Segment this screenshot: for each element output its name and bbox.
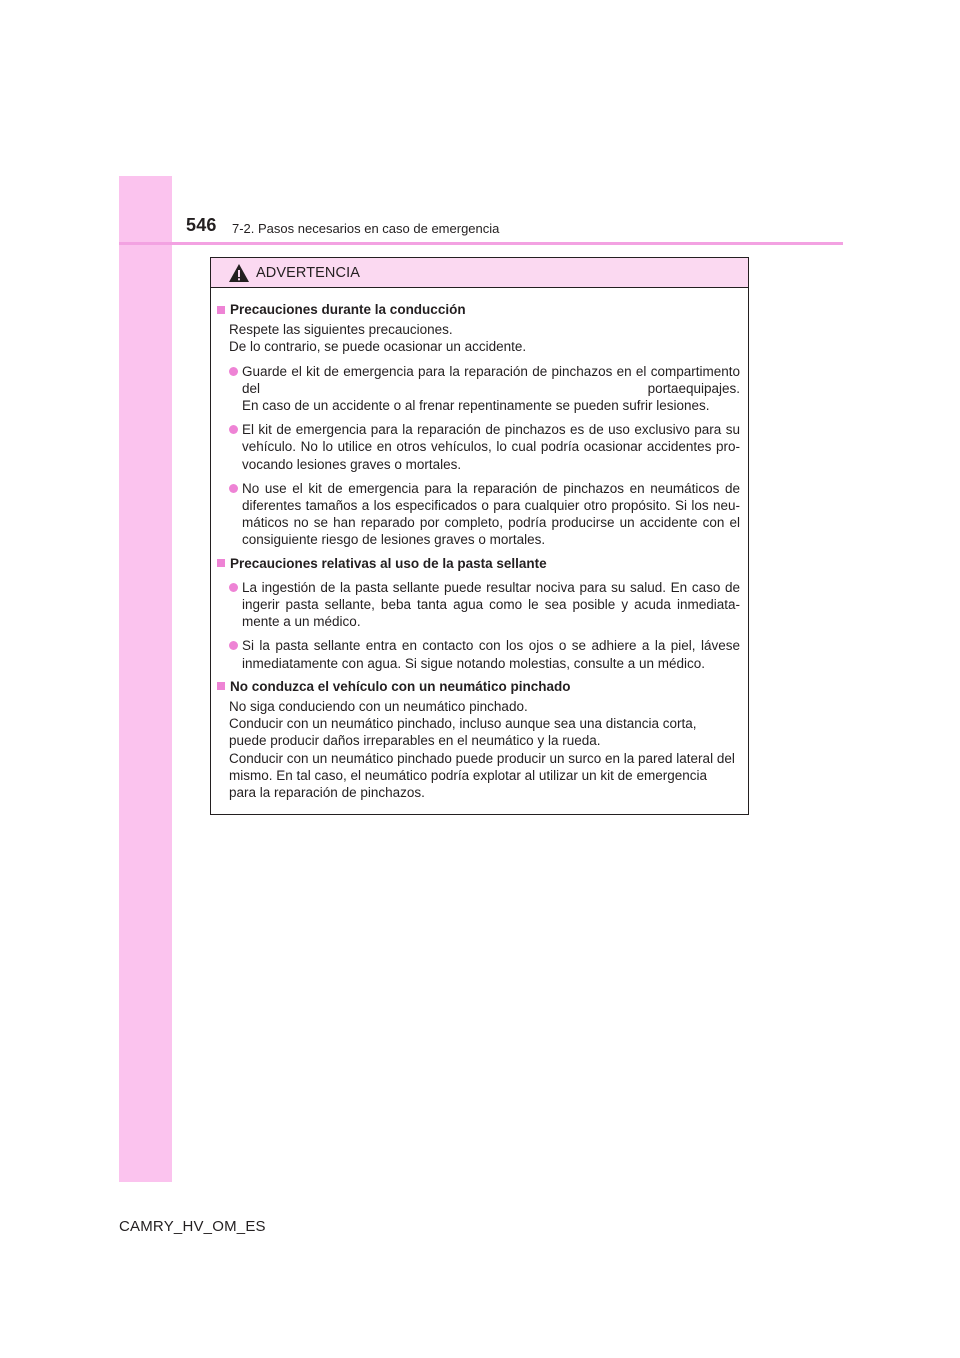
item-line: consiguiente riesgo de lesiones graves o mortales. xyxy=(242,532,546,548)
warning-box xyxy=(210,257,749,815)
circle-bullet-icon xyxy=(229,641,238,650)
intro-line: Conducir con un neumático pinchado, incluso aunque sea una distancia corta, xyxy=(229,716,697,732)
section-heading xyxy=(217,678,740,695)
list-item-text xyxy=(242,421,740,473)
list-item xyxy=(229,480,740,549)
warning-header xyxy=(211,258,748,288)
intro-line: Respete las siguientes precauciones. xyxy=(229,322,453,338)
item-line: ingerir pasta sellante, beba tanta agua como le sea posible y acuda inmediata- xyxy=(242,597,740,613)
item-line: Guarde el kit de emergencia para la reparación de pinchazos en el compartimento xyxy=(242,363,740,379)
circle-bullet-icon xyxy=(229,367,238,376)
item-line: del portaequipajes. xyxy=(242,380,740,396)
intro-line: Conducir con un neumático pinchado puede producir un surco en la pared lateral del xyxy=(229,750,735,766)
footer-code: CAMRY_HV_OM_ES xyxy=(119,1218,266,1235)
section-intro xyxy=(229,321,740,355)
list-item xyxy=(229,637,740,671)
item-line: inmediatamente con agua. Si sigue notando molestias, consulte a un médico. xyxy=(242,655,706,671)
item-line: vocando lesiones graves o mortales. xyxy=(242,456,462,472)
side-tab xyxy=(119,176,172,1182)
header-rule xyxy=(119,242,843,245)
circle-bullet-icon xyxy=(229,425,238,434)
section-heading-text: No conduzca el vehículo con un neumático pinchado xyxy=(230,678,571,694)
item-line: máticos no se han reparado por completo, podría producirse un accidente con el xyxy=(242,515,740,531)
intro-line: para la reparación de pinchazos. xyxy=(229,785,425,801)
square-bullet-icon xyxy=(217,682,225,690)
item-line: Si la pasta sellante entra en contacto con los ojos o se adhiere a la piel, lávese xyxy=(242,638,740,654)
warning-section xyxy=(217,678,740,801)
intro-line: No siga conduciendo con un neumático pinchado. xyxy=(229,699,528,715)
page-number: 546 xyxy=(186,215,217,235)
section-heading xyxy=(217,301,740,318)
warning-triangle-icon xyxy=(228,263,250,283)
section-heading-text: Precauciones relativas al uso de la pasta sellante xyxy=(230,555,547,571)
item-line: No use el kit de emergencia para la reparación de pinchazos en neumáticos de xyxy=(242,480,740,496)
warning-body xyxy=(211,288,748,801)
list-item xyxy=(229,579,740,631)
section-heading xyxy=(217,555,740,572)
list-item-text xyxy=(242,363,740,415)
item-line: El kit de emergencia para la reparación de pinchazos es de uso exclusivo para su xyxy=(242,422,740,438)
intro-line: puede producir daños irreparables en el neumático y la rueda. xyxy=(229,733,601,749)
square-bullet-icon xyxy=(217,306,225,314)
circle-bullet-icon xyxy=(229,583,238,592)
warning-section xyxy=(217,555,740,672)
list-item-text xyxy=(242,637,740,671)
intro-line: De lo contrario, se puede ocasionar un accidente. xyxy=(229,339,527,355)
item-line: vehículo. No lo utilice en otros vehículos, lo cual podría ocasionar accidentes pro- xyxy=(242,439,740,455)
section-intro xyxy=(229,698,740,801)
section-title: 7-2. Pasos necesarios en caso de emergencia xyxy=(232,221,500,236)
intro-line: mismo. En tal caso, el neumático podría explotar al utilizar un kit de emergencia xyxy=(229,767,707,783)
list-item-text xyxy=(242,480,740,549)
item-line: mente a un médico. xyxy=(242,614,361,630)
section-heading-text: Precauciones durante la conducción xyxy=(230,302,466,317)
circle-bullet-icon xyxy=(229,484,238,493)
warning-section xyxy=(217,301,740,549)
item-line: diferentes tamaños a los especificados o para cualquier otro propósito. Si los neu- xyxy=(242,498,740,514)
square-bullet-icon xyxy=(217,559,225,567)
list-item-text xyxy=(242,579,740,631)
list-item xyxy=(229,421,740,473)
list-item xyxy=(229,363,740,415)
item-line: La ingestión de la pasta sellante puede resultar nociva para su salud. En caso de xyxy=(242,579,740,595)
warning-title: ADVERTENCIA xyxy=(256,264,360,281)
item-line: En caso de un accidente o al frenar repentinamente se pueden sufrir lesiones. xyxy=(242,398,710,414)
